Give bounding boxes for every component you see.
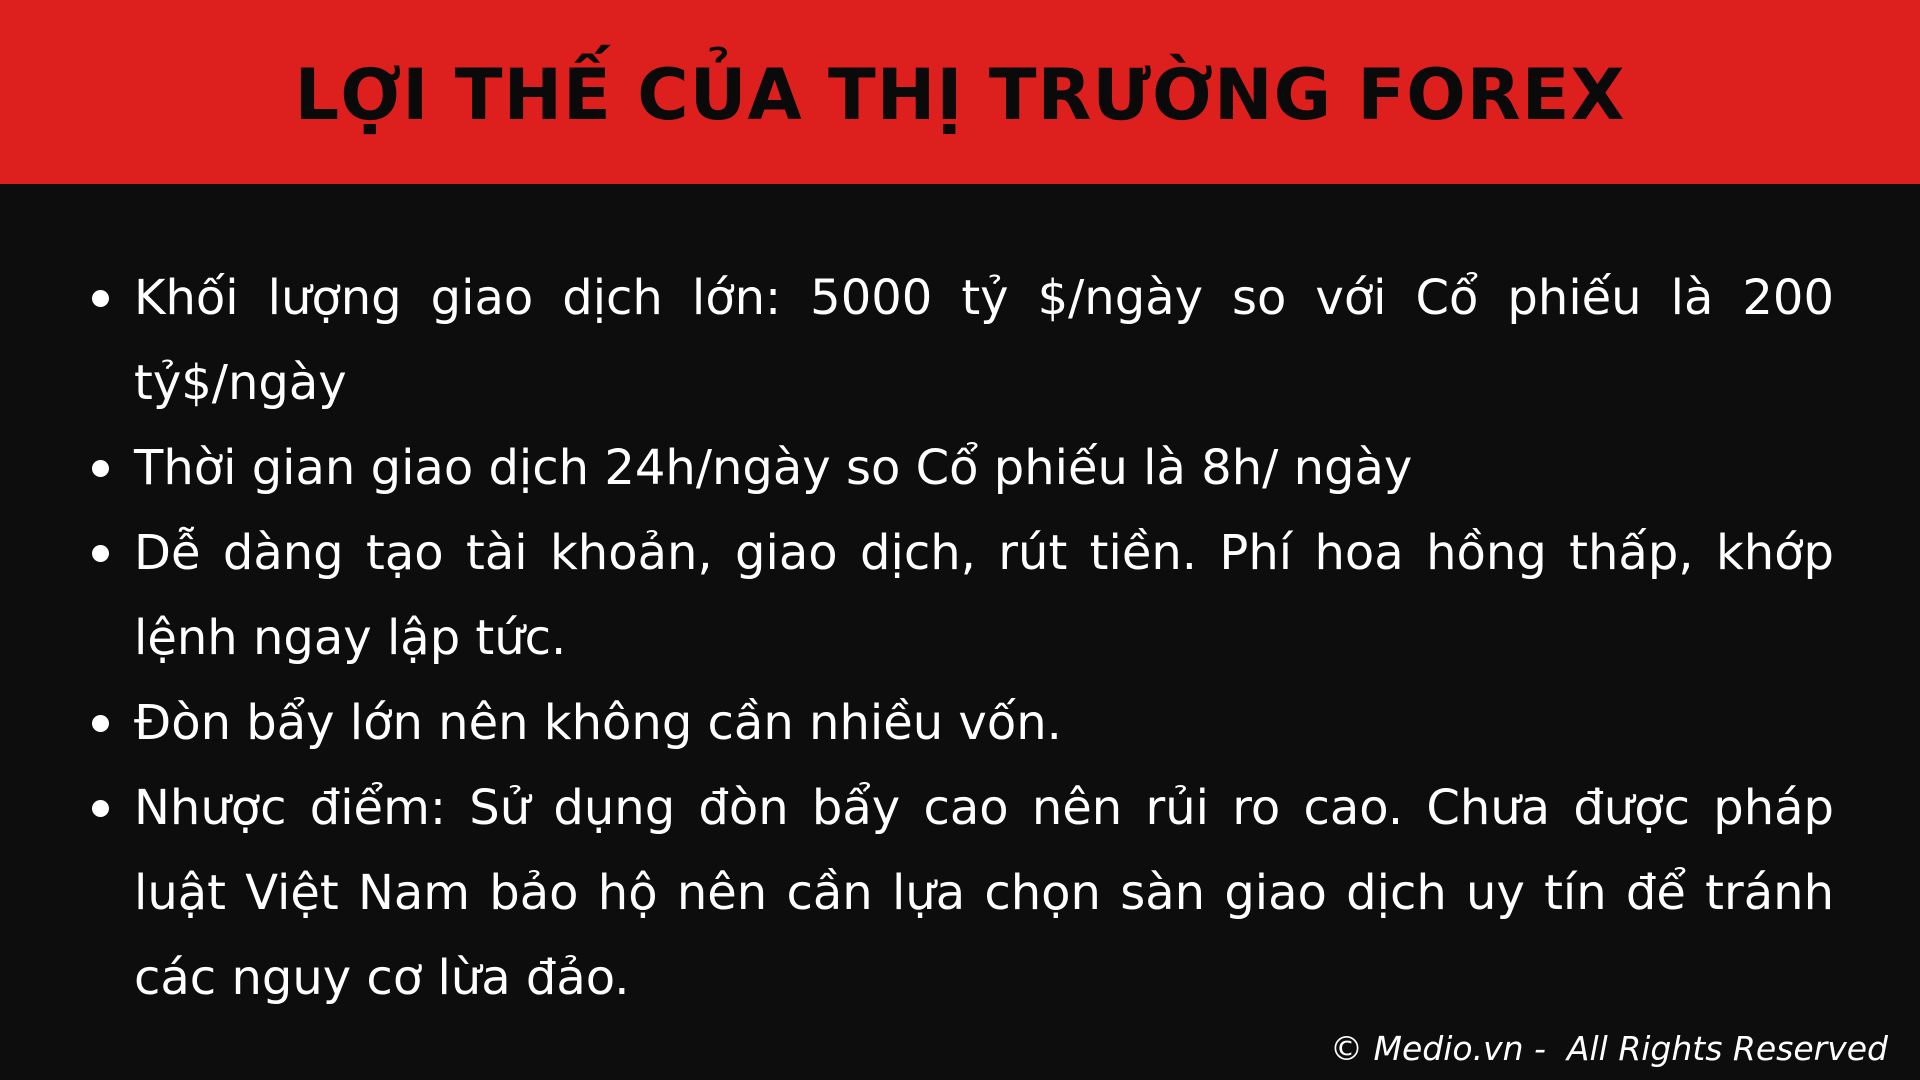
bullet-text: Dễ dàng tạo tài khoản, giao dịch, rút tiền. Phí hoa hồng thấp, khớp lệnh ngay lập tức. [134, 525, 1834, 666]
bullet-item-easy-account [84, 511, 1834, 681]
bullet-dot-icon [92, 290, 109, 307]
bullet-text: Nhược điểm: Sử dụng đòn bẩy cao nên rủi ro cao. Chưa được pháp luật Việt Nam bảo hộ nên cần lựa chọn sàn giao dịch uy tín để tránh các nguy cơ lừa đảo. [134, 780, 1834, 1006]
bullet-text: Đòn bẩy lớn nên không cần nhiều vốn. [134, 695, 1062, 751]
title-banner [0, 0, 1920, 184]
bullet-text: Thời gian giao dịch 24h/ngày so Cổ phiếu là 8h/ ngày [134, 440, 1413, 496]
content-area [84, 256, 1834, 1021]
bullet-dot-icon [92, 800, 109, 817]
slide-title: LỢI THẾ CỦA THỊ TRƯỜNG FOREX [294, 54, 1626, 136]
bullet-text: Khối lượng giao dịch lớn: 5000 tỷ $/ngày so với Cổ phiếu là 200 tỷ$/ngày [134, 270, 1834, 411]
bullet-item-trading-volume [84, 256, 1834, 426]
bullet-dot-icon [92, 460, 109, 477]
bullet-item-trading-hours [84, 426, 1834, 511]
copyright-footer: © Medio.vn - All Rights Reserved [1330, 1029, 1888, 1068]
bullet-item-disadvantages [84, 766, 1834, 1021]
bullet-dot-icon [92, 715, 109, 732]
bullet-list [84, 256, 1834, 1021]
bullet-item-leverage [84, 681, 1834, 766]
bullet-dot-icon [92, 545, 109, 562]
